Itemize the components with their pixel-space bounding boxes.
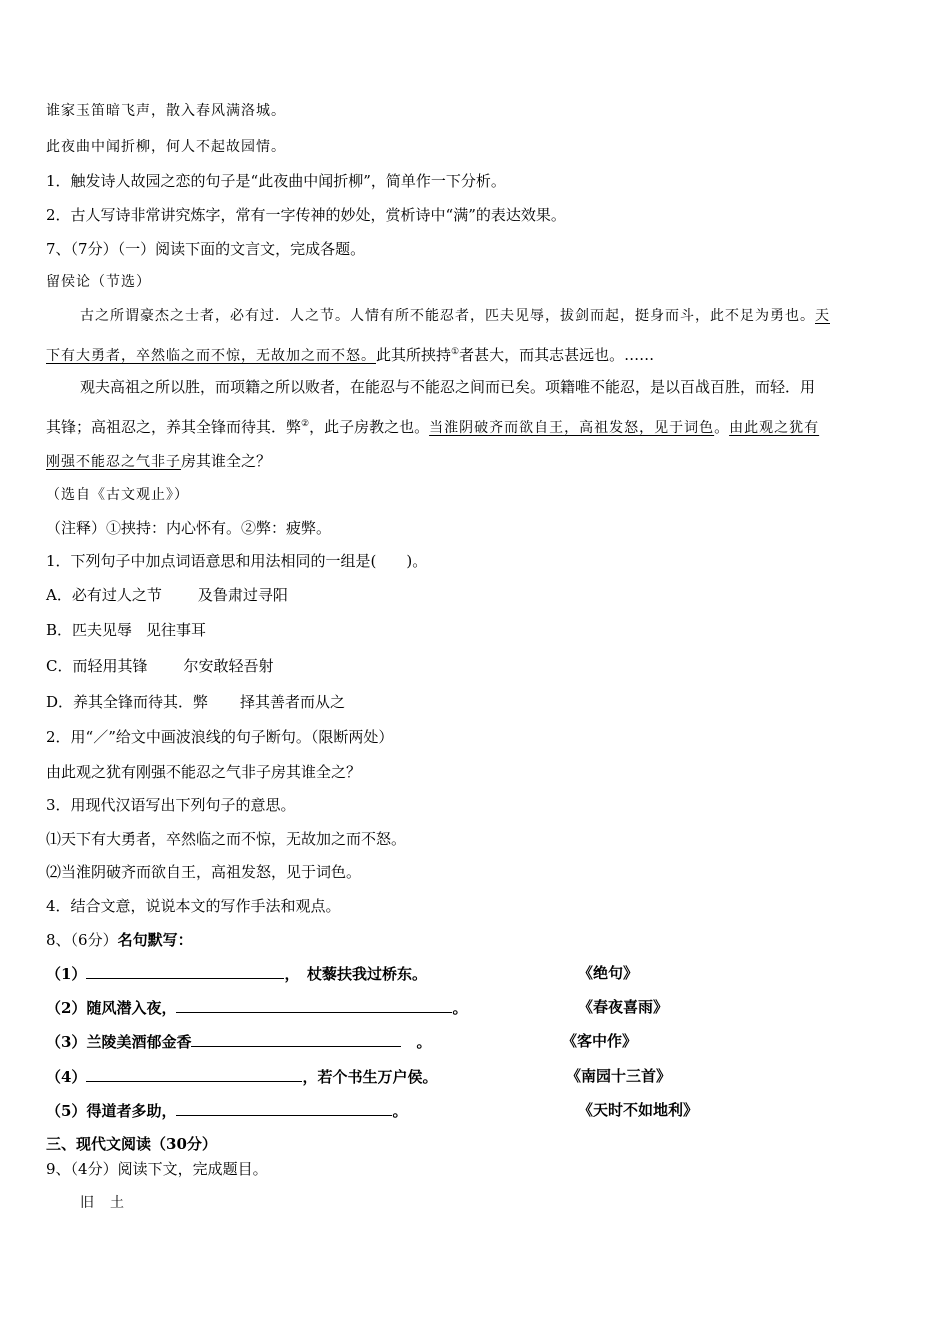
p2-text-c: ，此子房教之也。 [309,418,430,436]
recitation-source-2: 《春夜喜雨》 [578,998,669,1016]
recitation-item-4 [46,1066,437,1087]
p2-text-e: 房其谁全之？ [181,452,272,470]
recitation-blank-5[interactable] [176,1100,392,1116]
recitation-item-3 [46,1031,431,1052]
passage-title: 留侯论（节选） [46,274,151,290]
recitation-source-1: 《绝句》 [578,964,639,982]
passage-p2-line3 [46,451,271,472]
recitation-blank-3[interactable] [191,1031,401,1047]
p2-text-b: 其锋；高祖忍之，养其全锋而待其．弊 [46,418,302,436]
option-d-left: D．养其全锋而待其．弊 [46,693,209,711]
sub-question-3-item-2: ⑵当淮阴破齐而欲自王，高祖发怒，见于词色。 [46,863,362,881]
option-b [46,620,206,640]
article-title: 旧 土 [80,1195,125,1211]
passage-p1-line2 [46,342,654,366]
option-a-left: A．必有过人之节 [46,586,162,604]
p1-text-a: 古之所谓豪杰之士者，必有过．人之节。人情有所不能忍者，匹夫见辱，拔剑而起，挺身而斗，此不足为勇也。 [80,308,815,324]
option-a-right: 及鲁肃过寻阳 [197,586,288,604]
note-marker-2: ② [301,419,310,429]
option-b-left: B．匹夫见辱 [46,621,133,639]
p2-text-d: 。 [714,418,730,436]
recitation-item-5-after: 。 [392,1102,408,1120]
recitation-source-3: 《客中作》 [562,1032,638,1050]
recitation-item-1-after: ， 杖藜扶我过桥东。 [284,965,427,983]
recitation-blank-4[interactable] [86,1066,302,1082]
q8-header-score: 8、（6分） [46,931,118,949]
recitation-item-2-num: （2） [46,999,87,1017]
option-d [46,692,345,712]
p2-wavy-a: 由此观之犹有 [729,420,820,436]
p1-underlined-a: 天 [815,308,830,324]
recitation-blank-2[interactable] [176,997,452,1013]
recitation-item-3-after: 。 [401,1033,432,1051]
section-3-title: 三、现代文阅读（30分） [46,1135,217,1153]
passage-p2-line1: 观夫高祖之所以胜，而项籍之所以败者，在能忍与不能忍之间而已矣。项籍唯不能忍，是以百战百胜，而轻．用 [80,378,816,396]
poem-line-1: 谁家玉笛暗飞声，散入春风满洛城。 [46,103,286,119]
recitation-item-5-num: （5） [46,1102,87,1120]
option-c-left: C．而轻用其锋 [46,657,148,675]
sub-question-2: 2．用“／”给文中画波浪线的句子断句。（限断两处） [46,728,394,746]
p2-wavy-b: 刚强不能忍之气非子 [46,454,181,470]
recitation-item-5-before: 得道者多助， [86,1102,177,1120]
sub-question-4: 4．结合文意，说说本文的写作手法和观点。 [46,897,341,915]
sub-question-3: 3．用现代汉语写出下列句子的意思。 [46,796,296,814]
passage-p1-line1 [80,306,830,326]
recitation-blank-1[interactable] [86,963,284,979]
sub-question-2-text: 由此观之犹有刚强不能忍之气非子房其谁全之？ [46,763,362,781]
p1-text-c: 者甚大，而其志甚远也。…… [459,346,655,364]
recitation-item-2 [46,997,467,1018]
recitation-item-4-num: （4） [46,1068,87,1086]
recitation-item-3-num: （3） [46,1033,87,1051]
poem-line-2: 此夜曲中闻折柳，何人不起故园情。 [46,139,286,155]
recitation-item-2-before: 随风潜入夜， [86,999,177,1017]
option-c [46,656,274,676]
option-c-right: 尔安敢轻吾射 [183,657,274,675]
passage-p2-line2 [46,414,819,438]
option-a [46,585,288,605]
q8-header [46,930,193,950]
q7-header: 7、（7分）（一）阅读下面的文言文，完成各题。 [46,240,366,258]
option-d-right: 择其善者而从之 [240,693,346,711]
recitation-item-3-before: 兰陵美酒郁金香 [86,1033,192,1051]
q8-header-title: 名句默写： [117,931,193,949]
recitation-source-4: 《南园十三首》 [566,1067,672,1085]
sub-question-1: 1．下列句子中加点词语意思和用法相同的一组是( )。 [46,552,428,570]
p1-underlined-b: 下有大勇者，卒然临之而不惊，无故加之而不怒。 [46,348,376,364]
recitation-item-4-after: ，若个书生万户侯。 [302,1068,438,1086]
q9-header: 9、（4分）阅读下文，完成题目。 [46,1160,268,1178]
recitation-item-5 [46,1100,407,1121]
option-b-right: 见往事耳 [146,621,207,639]
poem-question-2: 2．古人写诗非常讲究炼字，常有一字传神的妙处，赏析诗中“满”的表达效果。 [46,206,566,224]
note-marker-1: ① [451,347,460,357]
poem-question-1: 1．触发诗人故园之恋的句子是“此夜曲中闻折柳”，简单作一下分析。 [46,172,506,190]
p2-underlined-a: 当淮阴破齐而欲自王，高祖发怒，见于词色 [429,420,715,436]
passage-notes: （注释）①挟持：内心怀有。②弊：疲弊。 [46,519,332,537]
recitation-item-1 [46,963,427,984]
p1-text-b: 此其所挟持 [376,346,452,364]
sub-question-3-item-1: ⑴天下有大勇者，卒然临之而不惊，无故加之而不怒。 [46,830,407,848]
passage-source: （选自《古文观止》） [46,487,189,503]
recitation-source-5: 《天时不如地利》 [578,1101,699,1119]
recitation-item-2-after: 。 [452,999,468,1017]
recitation-item-1-num: （1） [46,965,87,983]
